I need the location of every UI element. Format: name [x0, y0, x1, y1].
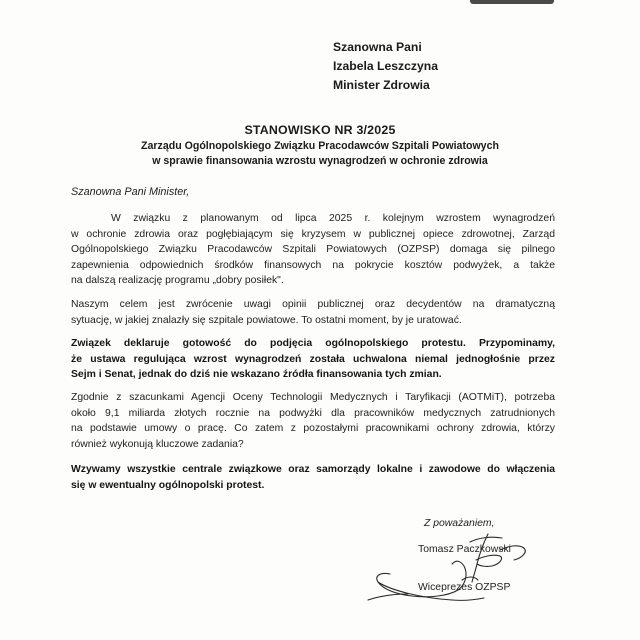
- paragraph-1-line: w ochronie zdrowia oraz pogłębiającym się kryzysem w publicznej opiece zdrowotnej, Zarząd: [71, 228, 555, 240]
- addressee-block: [333, 38, 438, 95]
- signer-title: Wiceprezes OZPSP: [418, 582, 511, 593]
- paragraph-1: [71, 211, 555, 289]
- handwritten-signature: [360, 520, 540, 620]
- paragraph-2-line: sytuację, w jakiej znalazły się szpitale powiatowe. To ostatni moment, by je uratować.: [71, 314, 462, 326]
- paragraph-3-line: Związek deklaruje gotowość do podjęcia ogólnopolskiego protestu. Przypominamy,: [71, 338, 555, 349]
- addressee-line-2: Izabela Leszczyna: [333, 59, 438, 73]
- paragraph-1-line: Ogólnopolskiego Związku Pracodawców Szpitali Powiatowych (OZPSP) domaga się pilnego: [71, 244, 555, 256]
- paragraph-5-line: Wzywamy wszystkie centrale związkowe oraz samorządy lokalne i zawodowe do włączenia: [71, 464, 555, 475]
- addressee-line-3: Minister Zdrowia: [333, 78, 430, 92]
- paragraph-4-line: około 9,1 miliarda złotych rocznie na podwyżki dla pracowników medycznych zatrudnionych: [71, 407, 555, 419]
- paragraph-5-line: się w ewentualny ogólnopolski protest.: [71, 479, 265, 491]
- paragraph-3: [71, 336, 555, 383]
- paragraph-3-line: Sejm i Senat, jednak do dziś nie wskazano źródła finansowania tych zmian.: [71, 369, 442, 381]
- paragraph-1-line: na dalszą realizację programu „dobry posiłek".: [71, 275, 284, 287]
- signer-name: Tomasz Paczkowski: [418, 544, 511, 555]
- paragraph-5: [71, 462, 555, 493]
- paragraph-4-line: Zgodnie z szacunkami Agencji Oceny Technologii Medycznych i Taryfikacji (AOTMiT), potrzeba: [71, 392, 555, 403]
- paragraph-1-line: zapewnienia odpowiednich środków finansowych na pokrycie kosztów podwyżek, a także: [71, 259, 555, 271]
- subtitle-line-2: w sprawie finansowania wzrostu wynagrodzeń w ochronie zdrowia: [152, 155, 488, 167]
- subtitle-line-1: Zarządu Ogólnopolskiego Związku Pracodawców Szpitali Powiatowych: [141, 140, 499, 152]
- paragraph-2: [71, 297, 555, 328]
- document-subtitle: [0, 139, 640, 169]
- paragraph-4-line: na podstawie umowy o pracę. Co zatem z pozostałymi pracownikami ochrony zdrowia, którzy: [71, 423, 555, 435]
- paragraph-3-line: że ustawa regulująca wzrost wynagrodzeń została uchwalona niemal jednogłośnie przez: [71, 353, 555, 365]
- document-title: STANOWISKO NR 3/2025: [244, 123, 396, 137]
- salutation: Szanowna Pani Minister,: [71, 186, 190, 198]
- paragraph-2-line: Naszym celem jest zwrócenie uwagi opinii publicznej oraz decydentów na dramatyczną: [71, 299, 555, 310]
- addressee-line-1: Szanowna Pani: [333, 40, 422, 54]
- scan-edge-mark: [470, 0, 554, 4]
- paragraph-4-line: również wykonują kluczowe zadania?: [71, 438, 244, 450]
- paragraph-1-line: W związku z planowanym od lipca 2025 r. kolejnym wzrostem wynagrodzeń: [111, 213, 555, 224]
- paragraph-4: [71, 390, 555, 452]
- closing-formula: Z poważaniem,: [424, 518, 495, 529]
